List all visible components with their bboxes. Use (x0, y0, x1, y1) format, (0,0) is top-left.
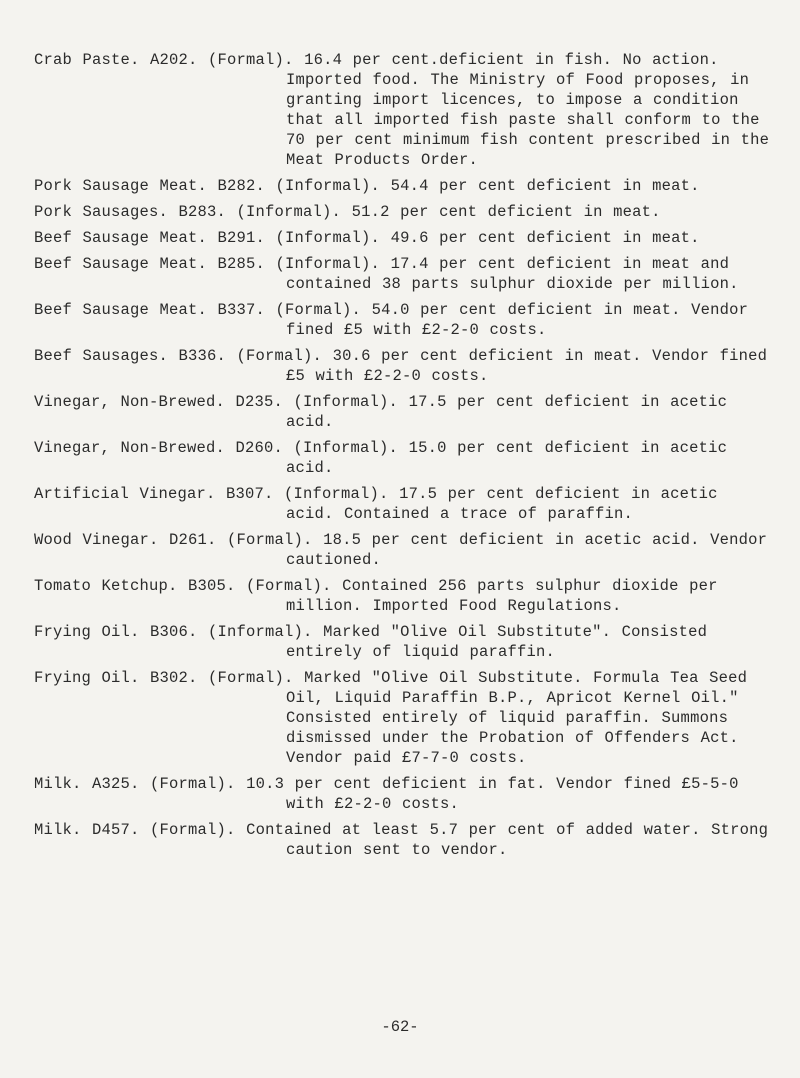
sample-heading: Frying Oil. B302. (Formal). (34, 669, 294, 687)
sample-entry (34, 392, 774, 432)
sample-entry (34, 300, 774, 340)
sample-heading: Tomato Ketchup. B305. (Formal). (34, 577, 332, 595)
sample-result: 17.4 per cent deficient in meat and contained 38 parts sulphur dioxide per million. (286, 255, 739, 293)
sample-heading: Wood Vinegar. D261. (Formal). (34, 531, 313, 549)
sample-entry (34, 576, 774, 616)
sample-result: 17.5 per cent deficient in acetic acid. (286, 393, 728, 431)
sample-entries-list (34, 50, 774, 866)
sample-entry (34, 254, 774, 294)
sample-result: 51.2 per cent deficient in meat. (351, 203, 661, 221)
sample-entry (34, 176, 774, 196)
sample-entry (34, 820, 774, 860)
sample-heading: Milk. D457. (Formal). (34, 821, 236, 839)
sample-entry (34, 202, 774, 222)
sample-heading: Beef Sausages. B336. (Formal). (34, 347, 323, 365)
sample-heading: Artificial Vinegar. B307. (Informal). (34, 485, 389, 503)
sample-heading: Beef Sausage Meat. B285. (Informal). (34, 255, 381, 273)
sample-entry (34, 228, 774, 248)
sample-entry (34, 346, 774, 386)
sample-heading: Vinegar, Non-Brewed. D235. (Informal). (34, 393, 399, 411)
sample-heading: Beef Sausage Meat. B291. (Informal). (34, 229, 381, 247)
sample-entry (34, 530, 774, 570)
sample-entry (34, 484, 774, 524)
sample-entry (34, 668, 774, 768)
sample-heading: Beef Sausage Meat. B337. (Formal). (34, 301, 362, 319)
sample-heading: Pork Sausages. B283. (Informal). (34, 203, 342, 221)
sample-result: 17.5 per cent deficient in acetic acid. Contained a trace of paraffin. (286, 485, 718, 523)
sample-result: Contained 256 parts sulphur dioxide per million. Imported Food Regulations. (286, 577, 718, 615)
sample-result: 54.4 per cent deficient in meat. (390, 177, 700, 195)
sample-result: Contained at least 5.7 per cent of added water. Strong caution sent to vendor. (246, 821, 769, 859)
sample-result: Marked "Olive Oil Substitute. Formula Tea Seed Oil, Liquid Paraffin B.P., Apricot Kernel Oil." Consisted entirely of liquid paraffin. Summons dismissed under the Probation of Offenders Act. Vendor paid £7-7-0 costs. (286, 669, 748, 767)
sample-entry (34, 622, 774, 662)
sample-result: 15.0 per cent deficient in acetic acid. (286, 439, 728, 477)
sample-heading: Pork Sausage Meat. B282. (Informal). (34, 177, 381, 195)
sample-heading: Crab Paste. A202. (Formal). (34, 51, 294, 69)
sample-entry (34, 774, 774, 814)
sample-result: 54.0 per cent deficient in meat. Vendor fined £5 with £2-2-0 costs. (286, 301, 749, 339)
sample-result: Marked "Olive Oil Substitute". Consisted entirely of liquid paraffin. (286, 623, 708, 661)
sample-result: 49.6 per cent deficient in meat. (390, 229, 700, 247)
sample-result: 16.4 per cent.deficient in fish. No action. Imported food. The Ministry of Food proposes, in granting import licences, to impose a condition that all imported fish paste shall conform to the 70 per cent minimum fish content prescribed in the Meat Products Order. (286, 51, 770, 169)
sample-result: 10.3 per cent deficient in fat. Vendor fined £5-5-0 with £2-2-0 costs. (246, 775, 739, 813)
sample-heading: Milk. A325. (Formal). (34, 775, 236, 793)
sample-heading: Vinegar, Non-Brewed. D260. (Informal). (34, 439, 399, 457)
sample-entry (34, 50, 774, 170)
page-number: -62- (381, 1018, 419, 1036)
sample-result: 30.6 per cent deficient in meat. Vendor fined £5 with £2-2-0 costs. (286, 347, 768, 385)
sample-entry (34, 438, 774, 478)
sample-result: 18.5 per cent deficient in acetic acid. Vendor cautioned. (286, 531, 768, 569)
sample-heading: Frying Oil. B306. (Informal). (34, 623, 313, 641)
